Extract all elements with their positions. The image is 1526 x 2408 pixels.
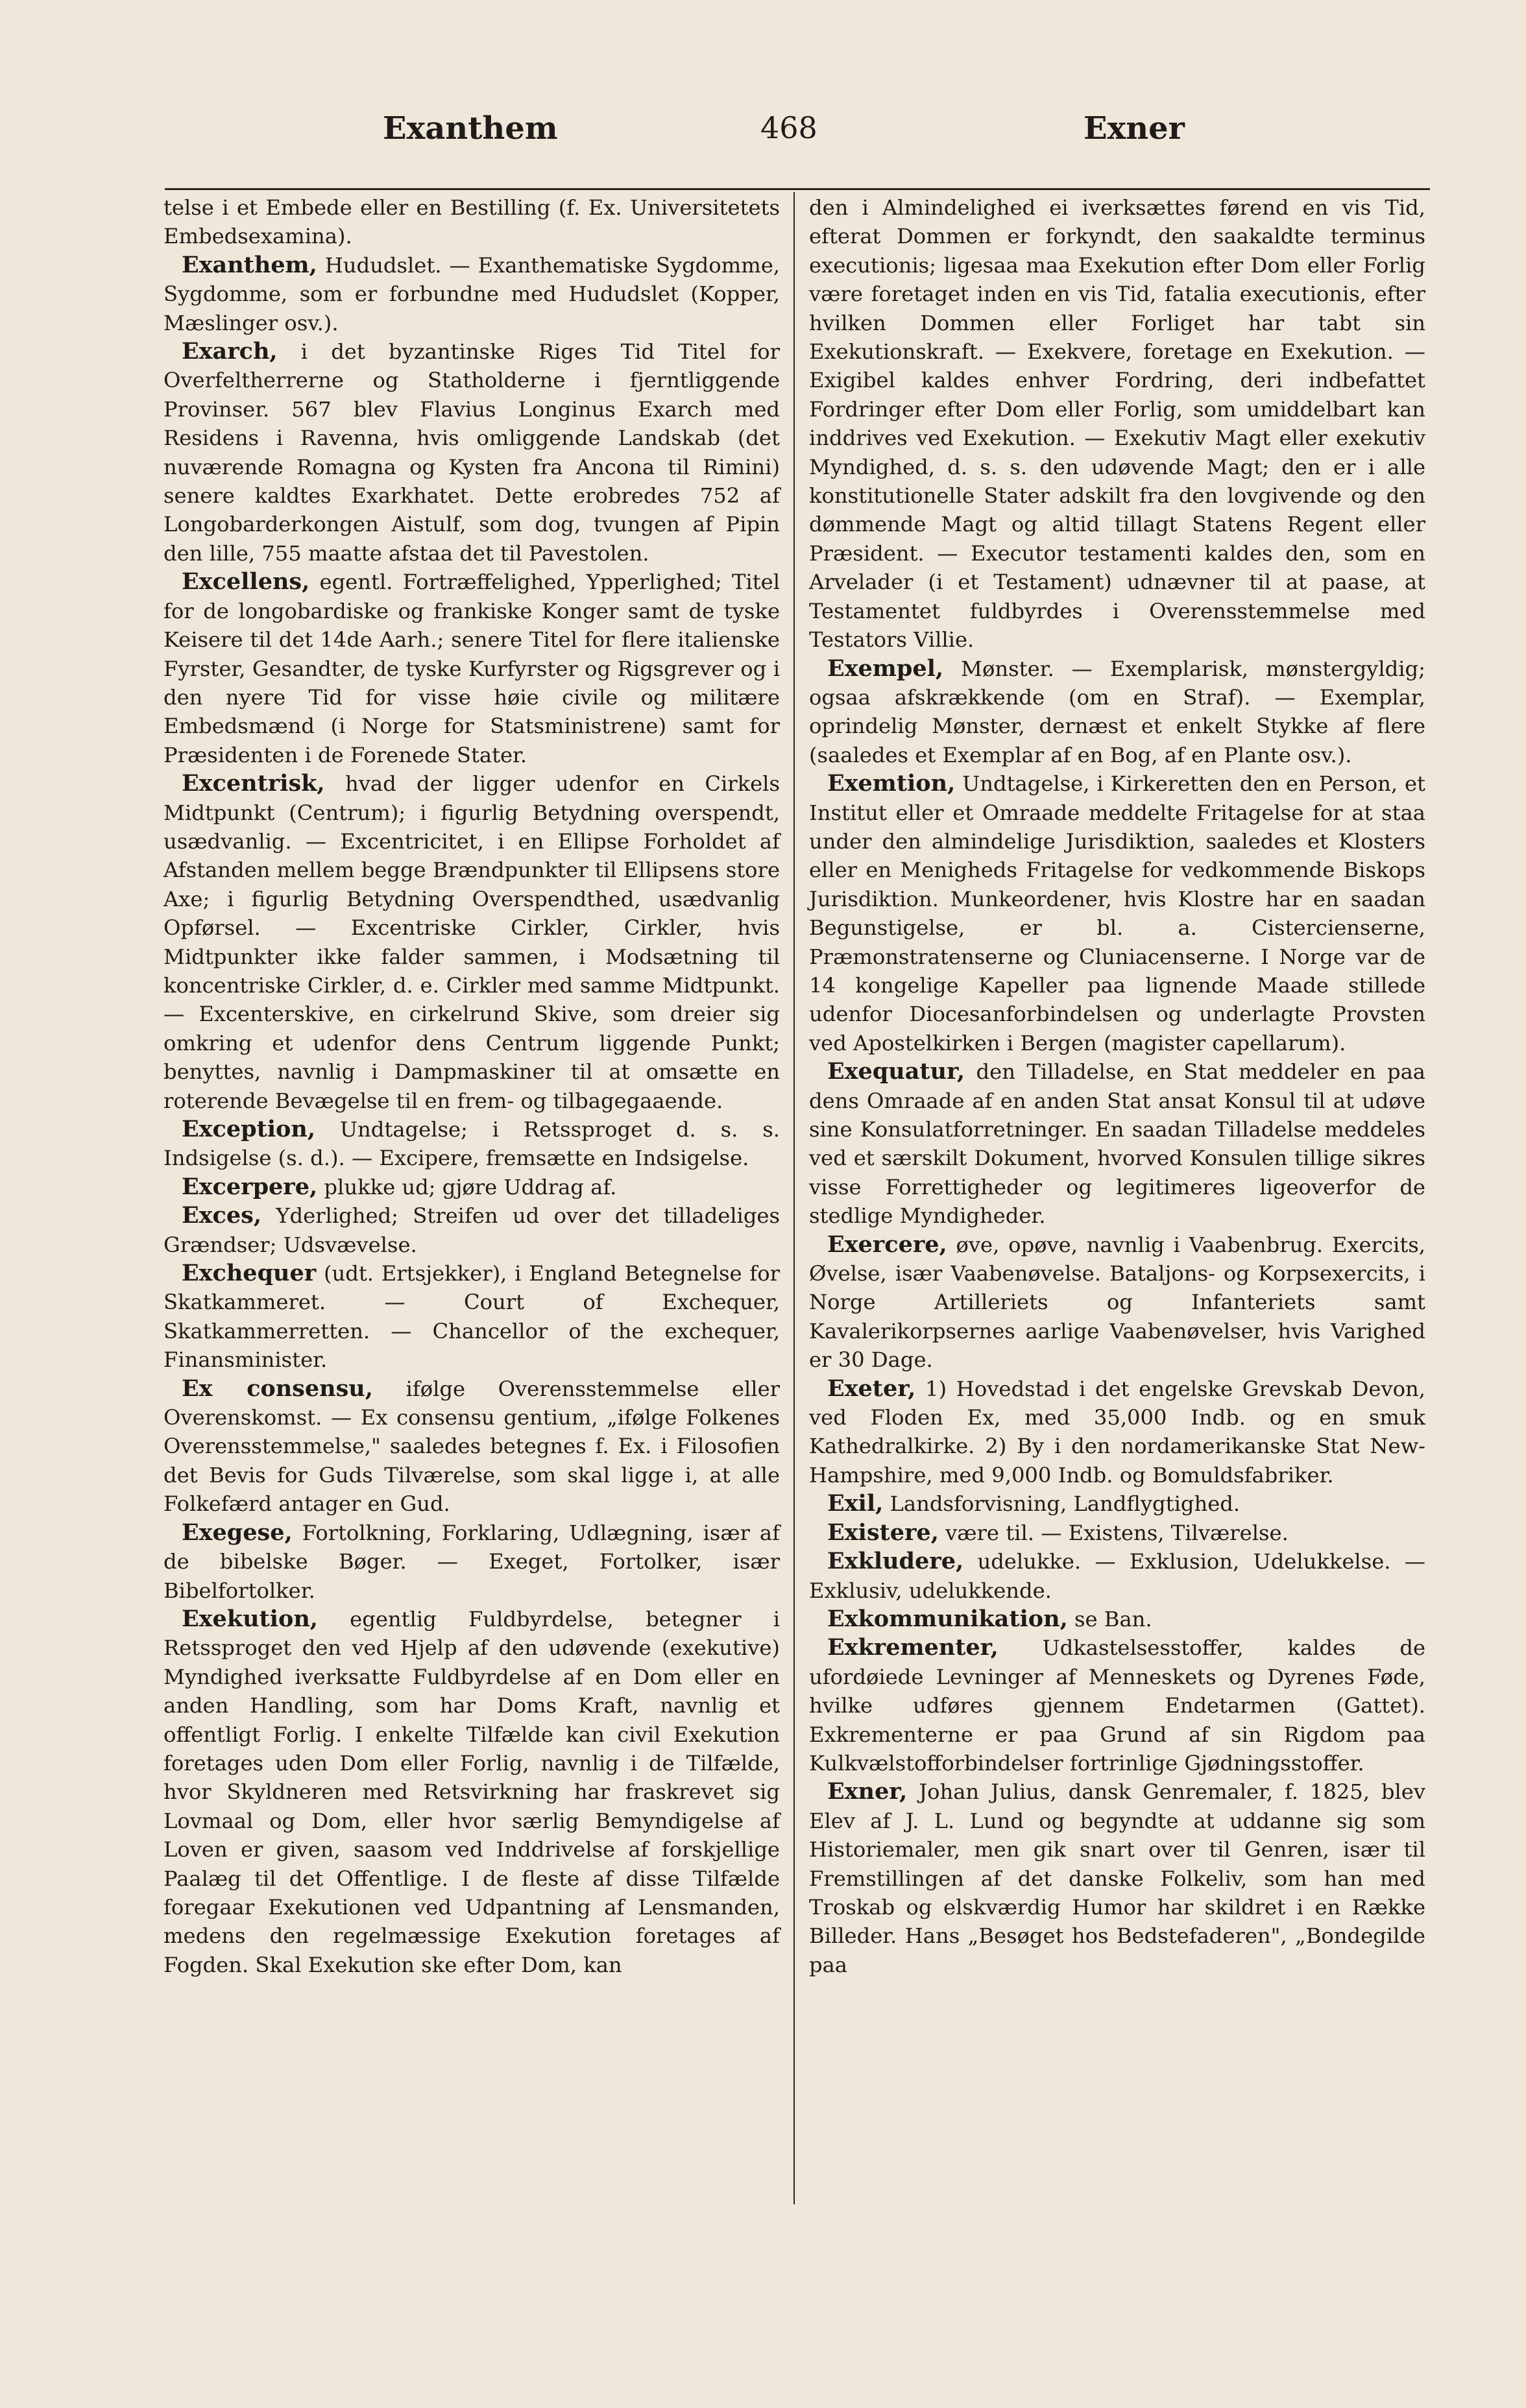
entry-text: ifølge Overensstemmelse eller Overenskomst. — Ex consensu gentium, „ifølge Folkenes Overensstemmelse," saaledes betegnes f. Ex. i Filosofien det Bevis for Guds Tilværelse, som skal ligge i, at alle Folkefærd antager en Gud. bbox=[164, 1376, 781, 1517]
dictionary-entry bbox=[809, 1231, 1425, 1375]
entry-text: se Ban. bbox=[1067, 1606, 1152, 1631]
page-number: 468 bbox=[760, 110, 818, 145]
entry-text: hvad der ligger udenfor en Cirkels Midtpunkt (Centrum); i figurlig Betydning overspendt, usædvanlig. — Excentricitet, i en Ellipse Forholdet af Afstanden mellem begge Brændpunkter til Ellipsens store Axe; i figurlig Betydning Overspendthed, usædvanlig Opførsel. — Excentriske Cirkler, Cirkler, hvis Midtpunkter ikke falder sammen, i Modsætning til koncentriske Cirkler, d. e. Cirkler med samme Midtpunkt. — Excenterskive, en cirkelrund Skive, som dreier sig omkring et udenfor dens Centrum liggende Punkt; benyttes, navnlig i Dampmaskiner til at omsætte en roterende Bevægelse til en frem- og tilbagegaaende. bbox=[164, 771, 780, 1113]
dictionary-entry bbox=[164, 251, 780, 337]
entry-text: egentlig Fuldbyrdelse, betegner i Retssproget den ved Hjelp af den udøvende (exekutive) Myndighed iverksatte Fuldbyrdelse af en Dom eller en anden Handling, som har Doms Kraft, navnlig et offentligt Forlig. I enkelte Tilfælde kan civil Exekution foretages uden Dom eller Forlig, navnlig i de Tilfælde, hvor Skyldneren med Retsvirkning har fraskrevet sig Lovmaal og Dom, eller hvor særlig Bemyndigelse af Loven er given, saasom ved Inddrivelse af forskjellige Paalæg til det Offentlige. I de fleste af disse Tilfælde foregaar Exekutionen ved Udpantning af Lensmanden, medens den regelmæssige Exekution foretages af Fogden. Skal Exekution ske efter Dom, kan bbox=[164, 1606, 780, 1977]
entry-headword: Exces, bbox=[182, 1202, 262, 1229]
entry-headword: Exkommunikation, bbox=[827, 1605, 1068, 1632]
header-rule bbox=[165, 188, 1430, 190]
dictionary-entry bbox=[164, 769, 780, 1115]
entry-headword: Exequatur, bbox=[827, 1058, 965, 1085]
entry-text: telse i et Embede eller en Bestilling (f. Ex. Universitetets Embedsexamina). bbox=[164, 195, 780, 249]
dictionary-entry bbox=[809, 1375, 1425, 1490]
entry-headword: Exkrementer, bbox=[827, 1634, 999, 1661]
entry-text: (udt. Ertsjekker), i England Betegnelse for Skatkammeret. — Court of Exchequer, Skatkammerretten. — Chancellor of the exchequer, Finansminister. bbox=[164, 1261, 780, 1373]
entry-headword: Exempel, bbox=[827, 655, 944, 682]
dictionary-entry bbox=[809, 769, 1425, 1057]
entry-headword: Exil, bbox=[827, 1490, 884, 1517]
dictionary-entry bbox=[164, 193, 780, 251]
dictionary-entry bbox=[164, 1375, 780, 1519]
entry-headword: Excentrisk, bbox=[182, 770, 325, 797]
dictionary-entry bbox=[809, 1519, 1425, 1547]
entry-text: egentl. Fortræffelighed, Ypperlighed; Titel for de longobardiske og frankiske Konger samt de tyske Keisere til det 14de Aarh.; senere Titel for flere italienske Fyrster, Gesandter, de tyske Kurfyrster og Rigsgrever og i den nyere Tid for visse høie civile og militære Embedsmænd (i Norge for Statsministrene) samt for Præsidenten i de Forenede Stater. bbox=[164, 570, 780, 767]
entry-headword: Existere, bbox=[827, 1519, 939, 1546]
entry-text: 1) Hovedstad i det engelske Grevskab Devon, ved Floden Ex, med 35,000 Indb. og en smuk Kathedralkirke. 2) By i den nordamerikanske Stat New-Hampshire, med 9,000 Indb. og Bomuldsfabriker. bbox=[809, 1376, 1425, 1487]
dictionary-entry bbox=[809, 1057, 1425, 1230]
entry-headword: Exegese, bbox=[182, 1519, 293, 1546]
entry-headword: Exner, bbox=[827, 1778, 908, 1805]
entry-headword: Excerpere, bbox=[182, 1173, 318, 1200]
entry-text: Undtagelse; i Retssproget d. s. s. Indsigelse (s. d.). — Excipere, fremsætte en Indsigelse. bbox=[164, 1117, 780, 1171]
entry-text: Udkastelsesstoffer, kaldes de ufordøiede Levninger af Menneskets og Dyrenes Føde, hvilke udføres gjennem Endetarmen (Gattet). Exkrementerne er paa Grund af sin Rigdom paa Kulkvælstofforbindelser fortrinlige Gjødningsstoffer. bbox=[809, 1635, 1425, 1776]
entry-headword: Excellens, bbox=[182, 568, 310, 596]
entry-text: udelukke. — Exklusion, Udelukkelse. — Exklusiv, udelukkende. bbox=[809, 1549, 1425, 1603]
right-guide-word: Exner bbox=[1084, 110, 1185, 147]
entry-text: den Tilladelse, en Stat meddeler en paa dens Omraade af en anden Stat ansat Konsul til at udøve sine Konsulatforretninger. En saadan Tilladelse meddeles ved et særskilt Dokument, hvorved Konsulen tillige sikres visse Forrettigheder og legitimeres ligeoverfor de stedlige Myndigheder. bbox=[809, 1059, 1425, 1229]
dictionary-entry bbox=[164, 1201, 780, 1259]
dictionary-entry bbox=[164, 568, 780, 769]
dictionary-entry bbox=[164, 337, 780, 568]
dictionary-entry bbox=[164, 1605, 780, 1979]
entry-text: i det byzantinske Riges Tid Titel for Overfeltherrerne og Statholderne i fjerntliggende Provinser. 567 blev Flavius Longinus Exarch med Residens i Ravenna, hvis omliggende Landskab (det nuværende Romagna og Kysten fra Ancona til Rimini) senere kaldtes Exarkhatet. Dette erobredes 752 af Longobarderkongen Aistulf, som dog, tvungen af Pipin den lille, 755 maatte afstaa det til Pavestolen. bbox=[164, 339, 780, 566]
entry-text: plukke ud; gjøre Uddrag af. bbox=[317, 1174, 617, 1199]
dictionary-entry bbox=[164, 1173, 780, 1201]
entry-headword: Exemtion, bbox=[827, 770, 956, 797]
dictionary-entry bbox=[809, 1605, 1425, 1633]
left-guide-word: Exanthem bbox=[383, 110, 558, 147]
entry-text: Undtagelse, i Kirkeretten den en Person, et Institut eller et Omraade meddelte Fritagelse for at staa under den almindelige Jurisdiktion, saaledes et Klosters eller en Menigheds Fritagelse for vedkommende Biskops Jurisdiktion. Munkeordener, hvis Klostre har en saadan Begunstigelse, er bl. a. Cistercienserne, Præmonstratenserne og Cluniacenserne. I Norge var de 14 kongelige Kapeller paa lignende Maade stillede udenfor Diocesanforbindelsen og underlagte Provsten ved Apostelkirken i Bergen (magister capellarum). bbox=[809, 771, 1425, 1055]
entry-headword: Exeter, bbox=[827, 1375, 916, 1402]
entry-text: Yderlighed; Streifen ud over det tilladeliges Grændser; Udsvævelse. bbox=[164, 1203, 780, 1257]
entry-text: Fortolkning, Forklaring, Udlægning, især af de bibelske Bøger. — Exeget, Fortolker, især Bibelfortolker. bbox=[164, 1520, 780, 1603]
dictionary-entry bbox=[809, 1633, 1425, 1777]
entry-headword: Exekution, bbox=[182, 1605, 318, 1632]
left-column bbox=[164, 193, 780, 1979]
right-column bbox=[809, 193, 1425, 1979]
column-divider bbox=[793, 192, 795, 2204]
entry-text: den i Almindelighed ei iverksættes førend en vis Tid, efterat Dommen er forkyndt, den saakaldte terminus executionis; ligesaa maa Exekution efter Dom eller Forlig være foretaget inden en vis Tid, fatalia executionis, efter hvilken Dommen eller Forliget har tabt sin Exekutionskraft. — Exekvere, foretage en Exekution. — Exigibel kaldes enhver Fordring, deri indbefattet Fordringer efter Dom eller Forlig, som umiddelbart kan inddrives ved Exekution. — Exekutiv Magt eller exekutiv Myndighed, d. s. s. den udøvende Magt; den er i alle konstitutionelle Stater adskilt fra den lovgivende og den dømmende Magt og altid tillagt Statens Regent eller Præsident. — Executor testamenti kaldes den, som en Arvelader (i et Testament) udnævner til at paase, at Testamentet fuldbyrdes i Overensstemmelse med Testators Villie. bbox=[809, 195, 1425, 653]
entry-text: øve, opøve, navnlig i Vaabenbrug. Exercits, Øvelse, især Vaabenøvelse. Bataljons- og Korpsexercits, i Norge Artilleriets og Infanteriets samt Kavalerikorpsernes aarlige Vaabenøvelser, hvis Varighed er 30 Dage. bbox=[809, 1232, 1425, 1373]
entry-text: Hududslet. — Exanthematiske Sygdomme, Sygdomme, som er forbundne med Hududslet (Kopper, Mæslinger osv.). bbox=[164, 252, 780, 335]
entry-text: være til. — Existens, Tilværelse. bbox=[938, 1520, 1289, 1545]
dictionary-entry bbox=[809, 655, 1425, 770]
entry-headword: Ex consensu, bbox=[182, 1375, 373, 1402]
dictionary-entry bbox=[164, 1115, 780, 1173]
entry-text: Johan Julius, dansk Genremaler, f. 1825, blev Elev af J. L. Lund og begyndte at uddanne sig som Historiemaler, men gik snart over til Genren, især til Fremstillingen af det danske Folkeliv, som han med Troskab og elskværdig Humor har skildret i en Række Billeder. Hans „Besøget hos Bedstefaderen", „Bondegilde paa bbox=[809, 1779, 1425, 1977]
entry-headword: Exchequer bbox=[182, 1260, 317, 1287]
entry-text: Landsforvisning, Landflygtighed. bbox=[883, 1491, 1241, 1517]
entry-headword: Exception, bbox=[182, 1116, 316, 1142]
dictionary-entry bbox=[809, 193, 1425, 655]
entry-headword: Exanthem, bbox=[182, 251, 317, 278]
entry-headword: Exkludere, bbox=[827, 1548, 964, 1575]
dictionary-entry bbox=[809, 1547, 1425, 1605]
dictionary-entry bbox=[164, 1259, 780, 1375]
page-header bbox=[162, 110, 1434, 175]
entry-headword: Exarch, bbox=[182, 338, 278, 365]
dictionary-entry bbox=[809, 1777, 1425, 1979]
dictionary-entry bbox=[164, 1519, 780, 1605]
entry-text: Mønster. — Exemplarisk, mønstergyldig; ogsaa afskrækkende (om en Straf). — Exemplar, oprindelig Mønster, dernæst et enkelt Stykke af flere (saaledes et Exemplar af en Bog, af en Plante osv.). bbox=[809, 656, 1425, 767]
entry-headword: Exercere, bbox=[827, 1231, 947, 1258]
dictionary-entry bbox=[809, 1489, 1425, 1518]
